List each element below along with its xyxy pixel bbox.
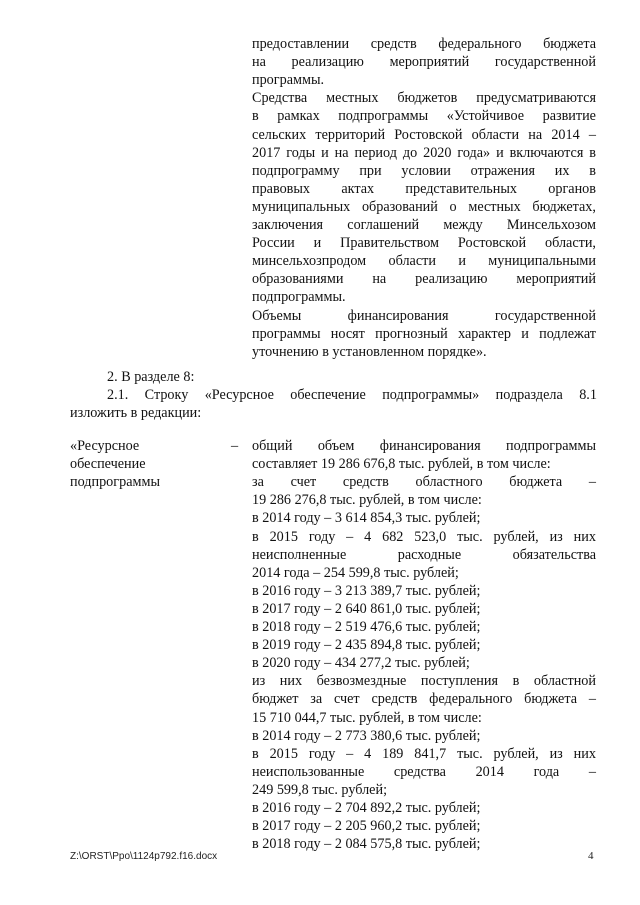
text-line: подпрограмму при условии отражения их в [252, 162, 596, 179]
label-dash: – [231, 438, 239, 454]
value-line: в 2015 году – 4 189 841,7 тыс. рублей, из них [252, 745, 596, 762]
text-line: правовых актах представительных органов [252, 180, 596, 197]
text-line: муниципальных образований о местных бюджетах, [252, 198, 596, 215]
text-line: 2.1. Строку «Ресурсное обеспечение подпрограммы» подраздела 8.1 [107, 387, 597, 403]
section-heading: 2. В разделе 8: [107, 369, 195, 385]
label-line: «Ресурсное [70, 438, 140, 454]
label-line: подпрограммы [70, 474, 160, 491]
text-line: на реализацию мероприятий государственной [252, 54, 596, 71]
text-line: программы носят прогнозный характер и подлежат [252, 325, 596, 342]
text-line: сельских территорий Ростовской области на 2014 – [252, 126, 596, 143]
value-line: 249 599,8 тыс. рублей; [252, 781, 388, 798]
value-line: в 2014 году – 3 614 854,3 тыс. рублей; [252, 510, 481, 527]
value-line: из них безвозмездные поступления в областной [252, 673, 596, 690]
value-line: в 2016 году – 3 213 389,7 тыс. рублей; [252, 582, 481, 599]
text-line: программы. [252, 72, 325, 89]
value-line: неиспользованные средства 2014 года – [252, 763, 596, 780]
value-line: в 2018 году – 2 084 575,8 тыс. рублей; [252, 836, 481, 853]
text-line: предоставлении средств федерального бюджета [252, 36, 596, 52]
text-line: заключения соглашений между Минсельхозом [252, 217, 596, 233]
value-line: бюджет за счет средств федерального бюджета – [252, 691, 596, 708]
text-line: в рамках подпрограммы «Устойчивое развитие [252, 108, 596, 125]
footer-page-number: 4 [588, 850, 594, 862]
value-line: в 2017 году – 2 640 861,0 тыс. рублей; [252, 600, 481, 617]
value-line: в 2014 году – 2 773 380,6 тыс. рублей; [252, 727, 481, 744]
text-line: изложить в редакции: [70, 405, 202, 422]
text-line: образованиями на реализацию мероприятий [252, 271, 596, 288]
label-line: обеспечение [70, 456, 146, 473]
value-line: в 2016 году – 2 704 892,2 тыс. рублей; [252, 800, 481, 816]
value-line: в 2020 году – 434 277,2 тыс. рублей; [252, 655, 470, 672]
text-line: Объемы финансирования государственной [252, 307, 596, 324]
value-line: за счет средств областного бюджета – [252, 474, 596, 491]
footer-file-path: Z:\ORST\Ppo\1124p792.f16.docx [70, 851, 218, 862]
value-line: в 2018 году – 2 519 476,6 тыс. рублей; [252, 619, 481, 635]
value-line: 19 286 276,8 тыс. рублей, в том числе: [252, 492, 482, 509]
value-line: в 2015 году – 4 682 523,0 тыс. рублей, из них [252, 528, 596, 545]
value-line: общий объем финансирования подпрограммы [252, 438, 596, 454]
text-line: России и Правительством Ростовской области, [252, 235, 596, 252]
text-line: Средства местных бюджетов предусматриваются [252, 90, 596, 107]
value-line: составляет 19 286 676,8 тыс. рублей, в том числе: [252, 456, 551, 473]
value-line: неисполненные расходные обязательства [252, 546, 596, 563]
value-line: в 2017 году – 2 205 960,2 тыс. рублей; [252, 818, 481, 835]
text-line: уточнению в установленном порядке». [252, 343, 487, 360]
text-line: минсельхозпродом области и муниципальными [252, 253, 596, 270]
text-line: подпрограммы. [252, 289, 346, 306]
value-line: 2014 года – 254 599,8 тыс. рублей; [252, 564, 459, 581]
value-line: 15 710 044,7 тыс. рублей, в том числе: [252, 709, 482, 726]
text-line: 2017 годы и на период до 2020 года» и включаются в [252, 144, 596, 161]
value-line: в 2019 году – 2 435 894,8 тыс. рублей; [252, 637, 481, 654]
